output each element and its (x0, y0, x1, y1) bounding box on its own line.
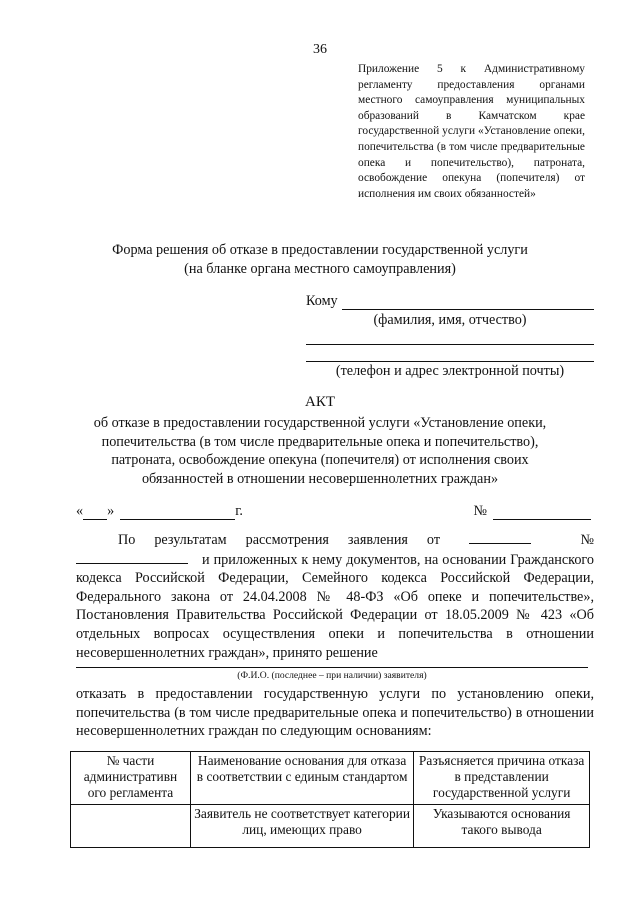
act-subtitle-line: об отказе в предоставлении государственной услуги «Установление опеки, (93, 415, 547, 431)
date-number-row (76, 500, 591, 520)
table-cell (71, 805, 191, 848)
act-title: АКТ (305, 394, 335, 410)
date-close-quote: » (107, 503, 115, 519)
application-number-sign: № (565, 532, 594, 548)
recipient-name-hint: (фамилия, имя, отчество) (373, 312, 527, 328)
recipient-row (306, 293, 594, 310)
body-main-text: и приложенных к нему документов, на основании Гражданского кодекса Российской Федерации, Семейного кодекса Российской Федерации, Федерального закона от 24.04.2008 № 48-ФЗ «Об опеке и попечительстве», Постановления Правительства Российской Федерации от 18.05.2009 № 423 «Об отдельных вопросах осуществления опеки и попечительства в отношении несовершеннолетних граждан», принято решение (76, 551, 594, 661)
day-field[interactable] (83, 506, 107, 520)
form-title-line-1: Форма решения об отказе в предоставлении государственной услуги (112, 242, 528, 258)
header-cell-reason: Разъясняется причина отказа в представлении государственной услуги (414, 752, 590, 805)
table-header-row (71, 752, 590, 805)
form-title-line-2: (на бланке органа местного самоуправления) (184, 261, 456, 277)
header-cell-part-number: № части административн ого регламента (71, 752, 191, 805)
year-suffix: г. (235, 503, 243, 519)
page-number: 36 (313, 42, 327, 57)
decision-text: отказать в предоставлении государственную услуги по установлению опеки, попечительства (в том числе предварительные опека и попечительство) в отношении несовершеннолетних граждан по следующим основаниям: (76, 686, 594, 740)
act-subtitle-line: обязанностей в отношении несовершеннолетних граждан» (141, 471, 499, 488)
act-number (473, 500, 591, 520)
month-year-field[interactable] (120, 506, 235, 520)
applicant-name-field[interactable] (76, 667, 588, 668)
number-label: № (473, 503, 487, 519)
table-cell: Заявитель не соответствует категории лиц, имеющих право (190, 805, 413, 848)
refusal-grounds-table (70, 751, 590, 848)
body-paragraph (76, 530, 594, 662)
act-subtitle-line: попечительства (в том числе предварительные опека и попечительство), (101, 433, 539, 450)
appendix-note: Приложение 5 к Административному регламенту предоставления органами местного самоуправления муниципальных образований в Камчатском крае государственной услуги «Установление опеки, попечительства (в том числе предварительные опека и попечительство), патроната, освобождение опекуна (попечителя) от исполнения им своих обязанностей» (358, 63, 585, 200)
act-number-field[interactable] (493, 506, 591, 520)
table-cell: Указываются основания такого вывода (414, 805, 590, 848)
act-subtitle (72, 414, 568, 489)
application-number-field[interactable] (76, 550, 188, 564)
recipient-name-field[interactable] (342, 295, 594, 310)
form-title (70, 241, 570, 279)
table-row (71, 805, 590, 848)
recipient-contact-field-1[interactable] (306, 344, 594, 345)
recipient-contact-hint: (телефон и адрес электронной почты) (335, 363, 565, 379)
application-date-field[interactable] (469, 530, 531, 544)
header-cell-ground-name: Наименование основания для отказа в соответствии с единым стандартом (190, 752, 413, 805)
act-date (76, 500, 243, 520)
applicant-name-caption: (Ф.И.О. (последнее – при наличии) заявителя) (237, 670, 427, 681)
date-open-quote: « (76, 503, 84, 519)
body-intro: По результатам рассмотрения заявления от (118, 532, 441, 548)
act-subtitle-line: патроната, освобождение опекуна (попечителя) от исполнения своих (111, 452, 529, 469)
recipient-label: Кому (306, 293, 338, 309)
